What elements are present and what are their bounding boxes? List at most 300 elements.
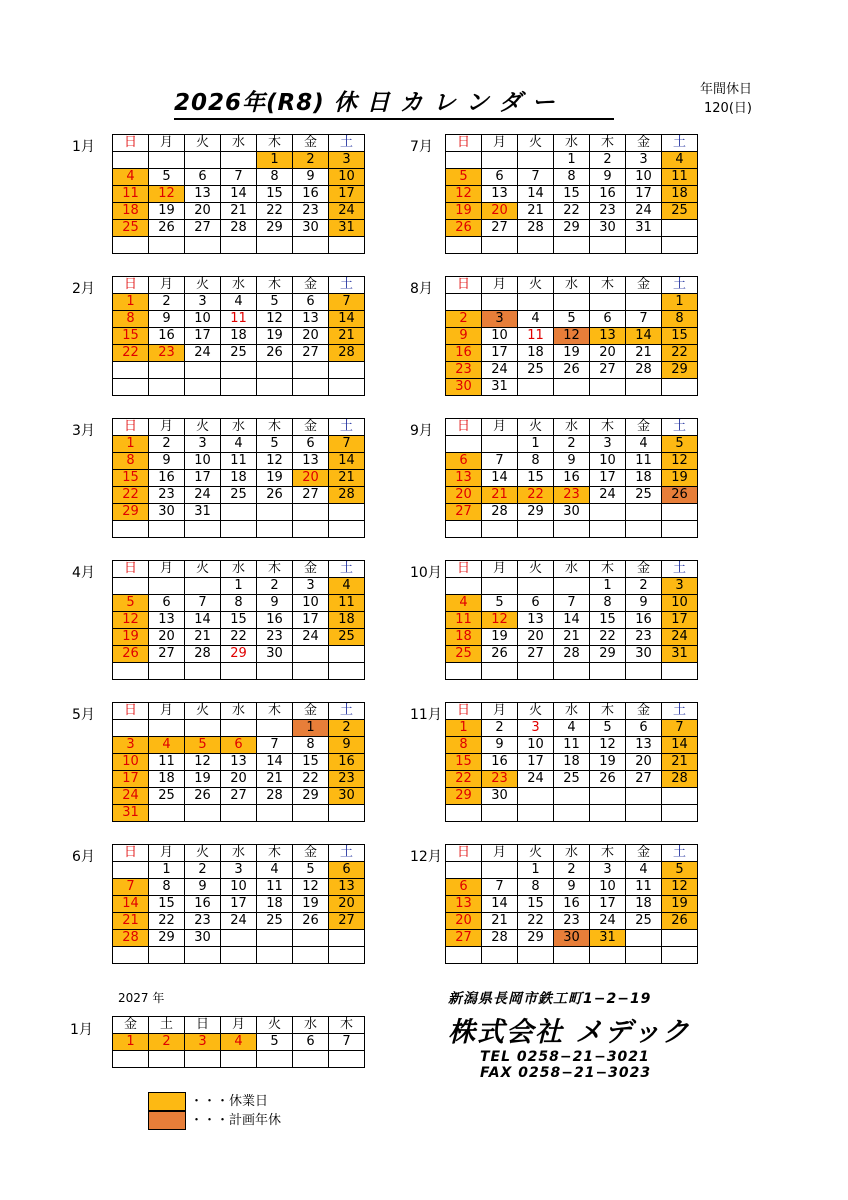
day-cell: 21 [482, 487, 518, 504]
weekday-header: 木 [590, 277, 626, 294]
weekday-header: 土 [329, 419, 365, 436]
day-cell: 4 [446, 595, 482, 612]
company-name: 株式会社 メデック [448, 1017, 691, 1048]
day-cell [518, 947, 554, 964]
day-cell: 24 [590, 487, 626, 504]
day-cell: 24 [482, 362, 518, 379]
weekday-header: 木 [257, 703, 293, 720]
day-cell: 2 [482, 720, 518, 737]
day-cell [257, 947, 293, 964]
weekday-header: 月 [149, 561, 185, 578]
day-cell [329, 930, 365, 947]
day-cell: 5 [446, 169, 482, 186]
day-cell [257, 362, 293, 379]
day-cell: 17 [590, 470, 626, 487]
day-cell: 6 [518, 595, 554, 612]
week-row [113, 169, 365, 186]
weekday-header: 金 [293, 703, 329, 720]
day-cell: 17 [626, 186, 662, 203]
day-cell [185, 947, 221, 964]
day-cell: 6 [590, 311, 626, 328]
day-cell: 28 [518, 220, 554, 237]
day-cell: 12 [185, 754, 221, 771]
week-row [446, 720, 698, 737]
day-cell: 14 [482, 896, 518, 913]
week-row [113, 470, 365, 487]
month-label: 8月 [410, 281, 433, 297]
day-cell: 3 [293, 578, 329, 595]
week-row [113, 328, 365, 345]
day-cell: 8 [662, 311, 698, 328]
weekday-header: 火 [518, 277, 554, 294]
day-cell: 10 [518, 737, 554, 754]
weekday-header: 日 [113, 419, 149, 436]
week-row [446, 203, 698, 220]
weekday-header: 月 [482, 135, 518, 152]
day-cell: 9 [149, 453, 185, 470]
day-cell [662, 947, 698, 964]
day-cell: 4 [257, 862, 293, 879]
day-cell: 13 [185, 186, 221, 203]
weekday-header: 金 [113, 1017, 149, 1034]
day-cell: 18 [113, 203, 149, 220]
day-cell [590, 379, 626, 396]
day-cell: 2 [293, 152, 329, 169]
day-cell: 10 [590, 879, 626, 896]
month-label: 4月 [72, 565, 95, 581]
company-fax: FAX 0258−21−3023 [480, 1065, 652, 1081]
day-cell: 27 [329, 913, 365, 930]
day-cell: 5 [257, 294, 293, 311]
day-cell: 1 [149, 862, 185, 879]
day-cell: 4 [221, 1034, 257, 1051]
weekday-header: 火 [518, 561, 554, 578]
day-cell [554, 788, 590, 805]
day-cell [662, 521, 698, 538]
day-cell: 5 [293, 862, 329, 879]
week-row [446, 646, 698, 663]
day-cell: 3 [329, 152, 365, 169]
next-year-month-label: 1月 [70, 1022, 93, 1038]
day-cell: 27 [446, 504, 482, 521]
day-cell [113, 862, 149, 879]
day-cell: 26 [662, 487, 698, 504]
day-cell: 9 [329, 737, 365, 754]
day-cell: 14 [662, 737, 698, 754]
weekday-header: 木 [590, 845, 626, 862]
weekday-header: 金 [293, 561, 329, 578]
weekday-header: 金 [626, 135, 662, 152]
day-cell: 25 [149, 788, 185, 805]
day-cell: 9 [482, 737, 518, 754]
week-row [446, 879, 698, 896]
weekday-header: 金 [626, 561, 662, 578]
week-row [113, 754, 365, 771]
day-cell [446, 237, 482, 254]
company-block [448, 988, 691, 1081]
weekday-header: 木 [257, 135, 293, 152]
day-cell [221, 521, 257, 538]
day-cell: 24 [185, 487, 221, 504]
day-cell [554, 294, 590, 311]
weekday-header: 金 [626, 845, 662, 862]
day-cell: 8 [149, 879, 185, 896]
day-cell: 11 [554, 737, 590, 754]
weekday-header: 土 [662, 419, 698, 436]
day-cell: 1 [554, 152, 590, 169]
company-address: 新潟県長岡市鉄工町1−2−19 [448, 991, 652, 1007]
legend-planned-leave [148, 1109, 281, 1130]
month-calendar [445, 134, 698, 254]
day-cell [113, 1051, 149, 1068]
day-cell: 26 [257, 345, 293, 362]
day-cell: 20 [446, 913, 482, 930]
day-cell: 21 [329, 470, 365, 487]
day-cell: 28 [626, 362, 662, 379]
week-row [446, 453, 698, 470]
week-row [113, 947, 365, 964]
week-row [446, 805, 698, 822]
day-cell: 27 [590, 362, 626, 379]
day-cell: 22 [518, 913, 554, 930]
weekday-header: 日 [185, 1017, 221, 1034]
day-cell: 19 [590, 754, 626, 771]
legend-holiday [148, 1090, 268, 1111]
day-cell: 2 [149, 436, 185, 453]
day-cell: 3 [185, 294, 221, 311]
weekday-header-row [446, 277, 698, 294]
weekday-header: 火 [185, 419, 221, 436]
day-cell [662, 237, 698, 254]
day-cell: 11 [221, 453, 257, 470]
day-cell: 23 [185, 913, 221, 930]
day-cell: 21 [482, 913, 518, 930]
day-cell: 30 [626, 646, 662, 663]
weekday-header: 金 [293, 845, 329, 862]
weekday-header: 日 [446, 845, 482, 862]
day-cell [293, 805, 329, 822]
day-cell: 13 [221, 754, 257, 771]
day-cell: 31 [662, 646, 698, 663]
day-cell: 28 [185, 646, 221, 663]
day-cell: 10 [293, 595, 329, 612]
weekday-header: 土 [662, 135, 698, 152]
day-cell [662, 220, 698, 237]
day-cell: 9 [554, 453, 590, 470]
week-row [113, 345, 365, 362]
day-cell: 8 [518, 879, 554, 896]
day-cell: 2 [149, 1034, 185, 1051]
day-cell: 22 [257, 203, 293, 220]
day-cell: 22 [293, 771, 329, 788]
day-cell [329, 379, 365, 396]
week-row [446, 754, 698, 771]
week-row [113, 237, 365, 254]
weekday-header: 水 [554, 135, 590, 152]
day-cell: 29 [257, 220, 293, 237]
day-cell [113, 362, 149, 379]
day-cell: 22 [221, 629, 257, 646]
week-row [446, 169, 698, 186]
day-cell: 24 [293, 629, 329, 646]
day-cell: 17 [329, 186, 365, 203]
week-row [446, 470, 698, 487]
day-cell: 2 [626, 578, 662, 595]
day-cell: 12 [293, 879, 329, 896]
day-cell: 1 [518, 436, 554, 453]
day-cell: 16 [149, 470, 185, 487]
day-cell: 11 [113, 186, 149, 203]
week-row [113, 629, 365, 646]
week-row [446, 771, 698, 788]
day-cell: 4 [626, 862, 662, 879]
weekday-header: 火 [185, 703, 221, 720]
day-cell: 30 [554, 930, 590, 947]
day-cell: 30 [590, 220, 626, 237]
month-calendar [445, 276, 698, 396]
day-cell: 25 [221, 487, 257, 504]
weekday-header: 日 [446, 419, 482, 436]
day-cell [293, 947, 329, 964]
week-row [446, 220, 698, 237]
day-cell: 12 [149, 186, 185, 203]
day-cell [149, 663, 185, 680]
day-cell: 13 [329, 879, 365, 896]
day-cell: 14 [113, 896, 149, 913]
day-cell: 28 [554, 646, 590, 663]
company-tel: TEL 0258−21−3021 [480, 1049, 650, 1065]
day-cell [662, 504, 698, 521]
day-cell: 12 [257, 453, 293, 470]
weekday-header: 土 [662, 561, 698, 578]
day-cell [554, 805, 590, 822]
day-cell [293, 646, 329, 663]
week-row [446, 186, 698, 203]
day-cell: 19 [293, 896, 329, 913]
day-cell: 26 [446, 220, 482, 237]
weekday-header-row [113, 845, 365, 862]
weekday-header: 土 [329, 845, 365, 862]
day-cell: 28 [113, 930, 149, 947]
day-cell: 10 [626, 169, 662, 186]
day-cell: 22 [113, 345, 149, 362]
weekday-header: 火 [185, 845, 221, 862]
day-cell: 9 [257, 595, 293, 612]
day-cell: 26 [293, 913, 329, 930]
day-cell: 9 [626, 595, 662, 612]
day-cell: 12 [590, 737, 626, 754]
day-cell: 2 [554, 862, 590, 879]
day-cell: 25 [446, 646, 482, 663]
day-cell: 7 [257, 737, 293, 754]
annual-holidays-label: 年間休日 [700, 82, 753, 97]
day-cell: 8 [113, 311, 149, 328]
day-cell: 26 [482, 646, 518, 663]
day-cell [446, 436, 482, 453]
day-cell [626, 294, 662, 311]
day-cell: 13 [626, 737, 662, 754]
day-cell [221, 504, 257, 521]
day-cell: 23 [626, 629, 662, 646]
month-calendar [112, 134, 365, 254]
weekday-header: 日 [113, 561, 149, 578]
day-cell [149, 152, 185, 169]
day-cell [293, 362, 329, 379]
day-cell: 21 [257, 771, 293, 788]
week-row [113, 379, 365, 396]
day-cell: 7 [329, 294, 365, 311]
weekday-header: 日 [446, 277, 482, 294]
weekday-header: 火 [518, 135, 554, 152]
day-cell [221, 930, 257, 947]
day-cell: 8 [446, 737, 482, 754]
day-cell: 16 [293, 186, 329, 203]
weekday-header-row [446, 703, 698, 720]
week-row [446, 737, 698, 754]
day-cell: 19 [257, 470, 293, 487]
day-cell [482, 862, 518, 879]
day-cell: 11 [662, 169, 698, 186]
weekday-header: 木 [590, 135, 626, 152]
month-label: 7月 [410, 139, 433, 155]
week-row [113, 504, 365, 521]
day-cell: 2 [257, 578, 293, 595]
day-cell: 8 [518, 453, 554, 470]
weekday-header: 月 [482, 419, 518, 436]
day-cell: 19 [257, 328, 293, 345]
day-cell: 3 [113, 737, 149, 754]
day-cell: 27 [149, 646, 185, 663]
weekday-header: 土 [662, 703, 698, 720]
day-cell: 9 [446, 328, 482, 345]
day-cell: 17 [185, 328, 221, 345]
day-cell: 28 [482, 504, 518, 521]
day-cell [293, 237, 329, 254]
day-cell [221, 1051, 257, 1068]
day-cell: 24 [518, 771, 554, 788]
day-cell: 25 [113, 220, 149, 237]
day-cell: 7 [482, 453, 518, 470]
day-cell: 18 [626, 896, 662, 913]
day-cell [149, 720, 185, 737]
day-cell [221, 362, 257, 379]
day-cell [626, 805, 662, 822]
day-cell: 18 [221, 470, 257, 487]
week-row [446, 487, 698, 504]
day-cell [185, 663, 221, 680]
day-cell: 9 [293, 169, 329, 186]
weekday-header: 土 [329, 277, 365, 294]
day-cell: 14 [626, 328, 662, 345]
week-row [113, 879, 365, 896]
weekday-header: 木 [590, 561, 626, 578]
week-row [446, 896, 698, 913]
day-cell [446, 862, 482, 879]
week-row [113, 913, 365, 930]
day-cell [446, 521, 482, 538]
day-cell: 7 [185, 595, 221, 612]
week-row [446, 436, 698, 453]
day-cell [113, 152, 149, 169]
week-row [113, 595, 365, 612]
day-cell: 8 [590, 595, 626, 612]
day-cell: 31 [590, 930, 626, 947]
day-cell [518, 805, 554, 822]
day-cell [446, 294, 482, 311]
day-cell: 13 [446, 896, 482, 913]
day-cell: 21 [626, 345, 662, 362]
day-cell: 16 [626, 612, 662, 629]
day-cell: 9 [185, 879, 221, 896]
day-cell: 18 [446, 629, 482, 646]
day-cell: 1 [518, 862, 554, 879]
day-cell: 27 [446, 930, 482, 947]
day-cell: 6 [626, 720, 662, 737]
week-row [446, 237, 698, 254]
month-label: 11月 [410, 707, 442, 723]
day-cell: 5 [113, 595, 149, 612]
day-cell: 16 [482, 754, 518, 771]
day-cell: 19 [446, 203, 482, 220]
weekday-header-row [446, 419, 698, 436]
day-cell: 3 [482, 311, 518, 328]
day-cell [329, 663, 365, 680]
day-cell: 12 [662, 879, 698, 896]
day-cell: 28 [329, 487, 365, 504]
day-cell: 1 [113, 294, 149, 311]
day-cell [554, 237, 590, 254]
weekday-header: 木 [257, 277, 293, 294]
day-cell [293, 663, 329, 680]
weekday-header-row [113, 561, 365, 578]
day-cell [113, 578, 149, 595]
month-label: 9月 [410, 423, 433, 439]
weekday-header-row [446, 561, 698, 578]
day-cell: 15 [518, 470, 554, 487]
day-cell: 30 [185, 930, 221, 947]
day-cell [149, 1051, 185, 1068]
day-cell: 22 [662, 345, 698, 362]
day-cell: 4 [626, 436, 662, 453]
day-cell [482, 578, 518, 595]
week-row [113, 737, 365, 754]
day-cell: 3 [221, 862, 257, 879]
day-cell: 18 [257, 896, 293, 913]
day-cell: 30 [329, 788, 365, 805]
day-cell: 14 [257, 754, 293, 771]
week-row [113, 788, 365, 805]
day-cell: 22 [446, 771, 482, 788]
legend-holiday-label: ・・・休業日 [190, 1094, 269, 1109]
day-cell [554, 521, 590, 538]
week-row [446, 947, 698, 964]
day-cell [482, 152, 518, 169]
weekday-header-row [446, 845, 698, 862]
week-row [113, 453, 365, 470]
weekday-header-row [113, 277, 365, 294]
day-cell: 13 [590, 328, 626, 345]
day-cell: 30 [554, 504, 590, 521]
day-cell [662, 663, 698, 680]
day-cell [482, 805, 518, 822]
month-label: 10月 [410, 565, 442, 581]
day-cell [554, 663, 590, 680]
day-cell: 27 [518, 646, 554, 663]
day-cell: 16 [590, 186, 626, 203]
day-cell: 25 [626, 913, 662, 930]
day-cell: 19 [662, 896, 698, 913]
weekday-header: 日 [113, 135, 149, 152]
